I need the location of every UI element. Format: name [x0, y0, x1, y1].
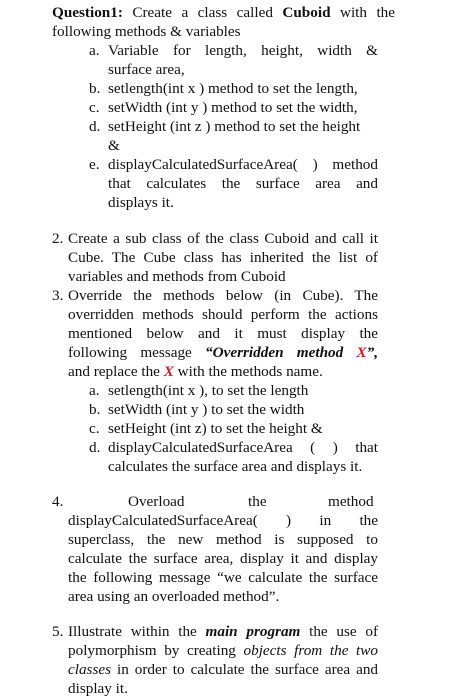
q1-item-c-line1: setWidth (int y ) method to set the width, — [108, 99, 358, 116]
q1-heading-line — [52, 3, 395, 22]
q3-message-text: “Overridden method — [205, 344, 344, 361]
q1-heading: Question1: — [52, 4, 123, 21]
q4-line5: the following message “we calculate the surface — [68, 569, 378, 586]
q1-item-a-line1: Variable for length, height, width & — [108, 42, 378, 59]
q1-item-a-marker: a. — [89, 42, 100, 59]
q1-item-e-line3: displays it. — [108, 194, 174, 211]
q1-intro-line2: following methods & variables — [52, 23, 241, 40]
q3-item-c-line1: setHeight (int z) to set the height & — [108, 420, 323, 437]
q4-line2: displayCalculatedSurfaceArea( ) in the — [68, 512, 378, 529]
q5-line2 — [68, 641, 378, 660]
q3-line1: Override the methods below (in Cube). The — [68, 287, 378, 304]
q1-intro-text-end: with the — [339, 4, 396, 21]
q5-line3 — [68, 660, 378, 679]
q3-line5-text: and replace the — [68, 363, 160, 380]
q1-class-name: Cuboid — [282, 4, 331, 21]
q3-item-d-marker: d. — [89, 439, 101, 456]
q1-item-e-line1: displayCalculatedSurfaceArea( ) method — [108, 156, 378, 173]
q5-line3-text: in order to calculate the surface area and — [117, 661, 379, 678]
q5-line1-text: Illustrate within the — [68, 623, 197, 640]
q1-item-e-line2: that calculates the surface area and — [108, 175, 378, 192]
q3-replace-x: X — [163, 363, 174, 380]
q3-item-c-marker: c. — [89, 420, 100, 437]
q3-item-b-line1: setWidth (int y ) to set the width — [108, 401, 305, 418]
q1-item-c-marker: c. — [89, 99, 100, 116]
q3-line5-text-end: with the methods name. — [177, 363, 323, 380]
q1-item-b-marker: b. — [89, 80, 101, 97]
q3-item-d-line2: calculates the surface area and displays it. — [108, 458, 363, 475]
q3-item-a-line1: setlength(int x ), to set the length — [108, 382, 309, 399]
q5-main-program: main program — [205, 623, 301, 640]
q1-item-d-line1: setHeight (int z ) method to set the height — [108, 118, 361, 135]
q2-line3: variables and methods from Cuboid — [68, 268, 286, 285]
q3-line2: overridden methods should perform the actions — [68, 306, 378, 323]
q5-line2-text: polymorphism by creating — [68, 642, 236, 659]
q4-line4: calculate the surface area, display it and display — [68, 550, 378, 567]
q3-message-bold — [205, 344, 378, 361]
q1-item-d-marker: d. — [89, 118, 101, 135]
q4-line6: area using an overloaded method”. — [68, 588, 280, 605]
q4-marker: 4. — [52, 493, 64, 510]
q4-line3: superclass, the new method is supposed to — [68, 531, 378, 548]
q3-item-a-marker: a. — [89, 382, 100, 399]
q3-line3: mentioned below and it must display the — [68, 325, 378, 342]
q5-line4: display it. — [68, 680, 128, 697]
q5-line1-text-end: the use of — [309, 623, 378, 640]
q4-line1-a: Overload — [128, 493, 185, 510]
q2-line2: Cube. The Cube class has inherited the list of — [68, 249, 378, 266]
q5-objects-phrase: objects from the two — [243, 642, 378, 659]
q2-line1: Create a sub class of the class Cuboid and call it — [68, 230, 378, 247]
q1-item-e-marker: e. — [89, 156, 100, 173]
q4-line1-c: method — [328, 493, 374, 510]
q3-message-x: X — [356, 344, 367, 361]
q1-intro-text: Create a class called — [132, 4, 273, 21]
q2-marker: 2. — [52, 230, 64, 247]
q5-marker: 5. — [52, 623, 64, 640]
q1-item-b-line1: setlength(int x ) method to set the length, — [108, 80, 358, 97]
q3-message-close: ”, — [366, 344, 379, 361]
q3-item-d-line1: displayCalculatedSurfaceArea ( ) that — [108, 439, 378, 456]
q4-line1-b: the — [248, 493, 267, 510]
q3-line5 — [68, 362, 323, 381]
q3-line4 — [68, 343, 378, 362]
q1-item-d-line2: & — [108, 137, 120, 154]
q5-line1 — [68, 622, 378, 641]
q5-classes-word: classes — [68, 661, 112, 678]
q3-line4-text: following message — [68, 344, 192, 361]
q1-item-a-line2: surface area, — [108, 61, 185, 78]
q3-marker: 3. — [52, 287, 64, 304]
q3-item-b-marker: b. — [89, 401, 101, 418]
